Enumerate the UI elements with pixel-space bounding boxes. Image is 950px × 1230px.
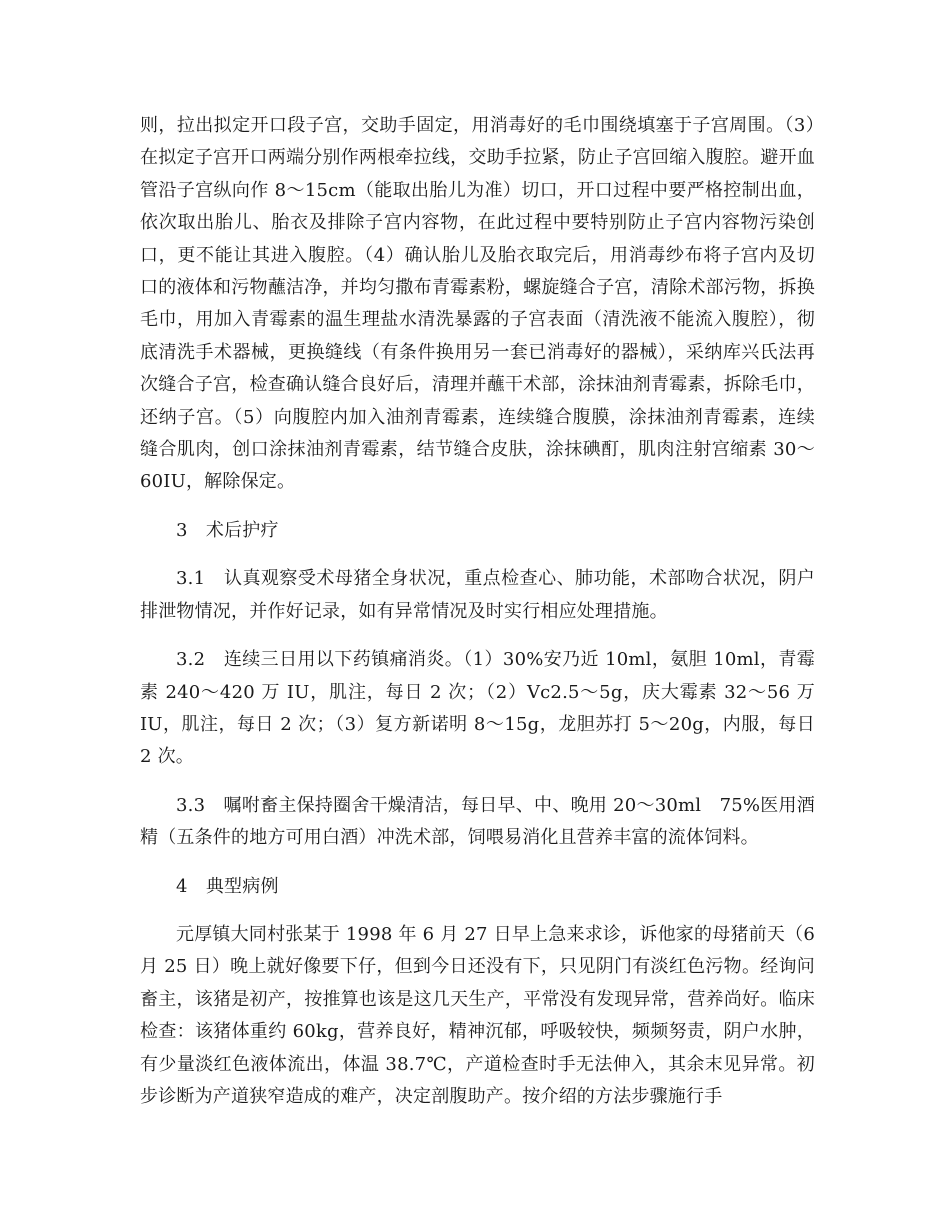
spacer <box>140 855 815 871</box>
paragraph-3-2: 3.2 连续三日用以下药镇痛消炎。（1）30%安乃近 10ml，氨胆 10ml，青霉素 240～420 万 IU，肌注，每日 2 次；（2）Vc2.5～5g，庆大霉素 32～56 万 IU，肌注，每日 2 次；（3）复方新诺明 8～15g，龙胆苏打 5～20g，内服，每日 2 次。 <box>140 649 815 768</box>
document-page <box>140 110 815 1113</box>
spacer <box>140 499 815 515</box>
section-heading-postoperative-care: 3 术后护疗 <box>176 519 279 541</box>
spacer <box>140 547 815 563</box>
paragraph-surgery-steps: 则，拉出拟定开口段子宫，交助手固定，用消毒好的毛巾围绕填塞于子宫周围。（3）在拟定子宫开口两端分别作两根牵拉线，交助手拉紧，防止子宫回缩入腹腔。避开血管沿子宫纵向作 8～15cm（能取出胎儿为准）切口，开口过程中要严格控制出血，依次取出胎儿、胎衣及排除子宫内容物，在此过程中要特别防止子宫内容物污染创口，更不能让其进入腹腔。（4）确认胎儿及胎衣取完后，用消毒纱布将子宫内及切口的液体和污物蘸洁净，并均匀撒布青霉素粉，螺旋缝合子宫，清除术部污物，拆换毛巾，用加入青霉素的温生理盐水清洗暴露的子宫表面（清洗液不能流入腹腔），彻底清洗手术器械，更换缝线（有条件换用另一套已消毒好的器械），采纳库兴氏法再次缝合子宫，检查确认缝合良好后，清理并蘸干术部，涂抹油剂青霉素，拆除毛巾，还纳子宫。（5）向腹腔内加入油剂青霉素，连续缝合腹膜，涂抹油剂青霉素，连续缝合肌肉，创口涂抹油剂青霉素，结节缝合皮肤，涂抹碘酊，肌肉注射宫缩素 30～60IU，解除保定。 <box>140 115 815 493</box>
paragraph-case-report: 元厚镇大同村张某于 1998 年 6 月 27 日早上急来求诊，诉他家的母猪前天（6 月 25 日）晚上就好像要下仔，但到今日还没有下，只见阴门有淡红色污物。经询问畜主，该猪是初产，按推算也该是这几天生产，平常没有发现异常，营养尚好。临床检查：该猪体重约 60kg，营养良好，精神沉郁，呼吸较快，频频努责，阴户水肿，有少量淡红色液体流出，体温 38.7℃，产道检查时手无法伸入，其余末见异常。初步诊断为产道狭窄造成的难产，决定剖腹助产。按介绍的方法步骤施行手 <box>140 923 815 1107</box>
spacer <box>140 628 815 644</box>
paragraph-3-1: 3.1 认真观察受术母猪全身状况，重点检查心、肺功能，术部吻合状况，阴户排泄物情况，并作好记录，如有异常情况及时实行相应处理措施。 <box>140 568 815 622</box>
spacer <box>140 903 815 919</box>
spacer <box>140 774 815 790</box>
paragraph-3-3: 3.3 嘱咐畜主保持圈舍干燥清洁，每日早、中、晚用 20～30ml 75%医用酒精（五条件的地方可用白酒）冲洗术部，饲喂易消化且营养丰富的流体饲料。 <box>140 794 815 849</box>
section-heading-typical-case: 4 典型病例 <box>176 875 279 897</box>
